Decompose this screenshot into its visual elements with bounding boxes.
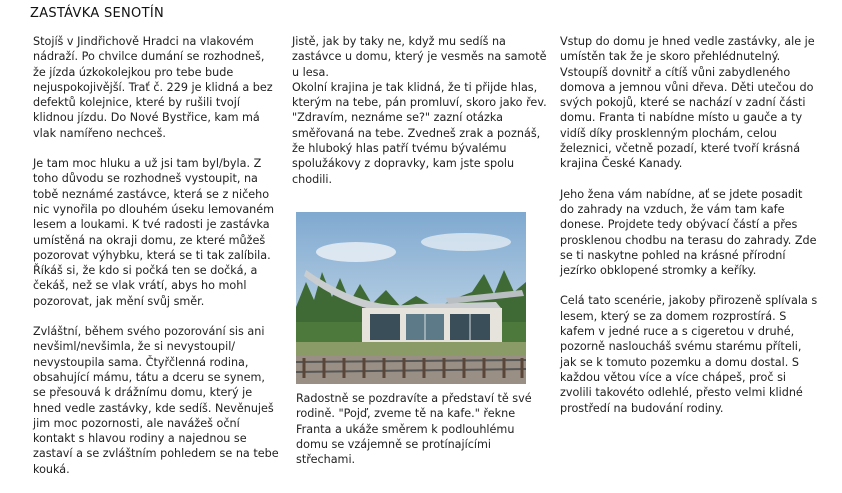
paragraph: Vstup do domu je hned vedle zastávky, ale je umístěn tak že je skoro přehlédnutelný. Vstoupíš dovnitř a cítíš vůni zabydleného domova a jemnou vůni dřeva. Děti utečou do svých pokojů, které se nachází v zadní části domu. Franta ti nabídne místo u gauče a ty vidíš díky prosklenným plochám, celou železnici, včetně pozadí, které tvoří krásná krajina České Kanady. xyxy=(560,35,815,171)
text-column-1 xyxy=(33,34,279,492)
paragraph: Jeho žena vám nabídne, ať se jdete posadit do zahrady na vzduch, že vám tam kafe donese. Projdete tedy obývací částí a přes prosklenou chodbu na terasu do zahrady. Zde se ti naskytne pohled na krásné přírodní jezírko obklopené stromky a keříky. xyxy=(560,187,817,278)
paragraph: Stojíš v Jindřichově Hradci na vlakovém nádraží. Po chvilce dumání se rozhodneš, že jízda úzkokolejkou pro tebe bude nejuspokojivější. Trať č. 229 je klidná a bez defektů kolejnice, které by rušili tvojí klidnou jízdu. Do Nové Bystřice, kam má vlak namířeno nechceš. xyxy=(33,35,273,140)
text-column-3 xyxy=(560,34,818,431)
paragraph: Celá tato scenérie, jakoby přirozeně splívala s lesem, který se za domem rozprostírá. S kafem v jedné ruce a s cigeretou v druhé, pozorně nasloucháš svému starému příteli, jak se k tomuto pozemku a domu dostal. S každou větou více a více chápeš, proč si zvolili takovéto odlehlé, přesto velmi klidné prostředí na budování rodiny. xyxy=(560,294,818,415)
paragraph: Radostně se pozdravíte a představí tě své rodině. "Pojď, zveme tě na kafe." řekne Franta a ukáže směrem k podlouhlému domu se vzájemně se protínajícími střechami. xyxy=(296,392,532,467)
paragraph: Okolní krajina je tak klidná, že ti přijde hlas, kterým na tebe, pán promluví, skoro jako řev. "Zdravím, neznáme se?" zazní otázka směřovaná na tebe. Zvedneš zrak a poznáš, že hluboký hlas patří tvému bývalému spolužákovy z dopravky, kam jste spolu chodili. xyxy=(292,80,547,186)
house-illustration xyxy=(296,212,526,384)
article-title: ZASTÁVKA SENOTÍN xyxy=(30,6,164,21)
paragraph: Jistě, jak by taky ne, když mu sedíš na zastávce u domu, který je vesměs na samotě u lesa. xyxy=(292,35,547,79)
paragraph: Je tam moc hluku a už jsi tam byl/byla. Z toho důvodu se rozhodneš vystoupit, na tobě neznámé zastávce, která se z ničeho nic vynořila po dlouhém úseku lemovaném lesem a loukami. K tvé radosti je zastávka umístěná na okraji domu, ze které můžeš pozorovat výhybku, která se ti tak zalíbila. Říkáš si, že kdo si počká ten se dočká, a čekáš, než se vlak vrátí, abys ho mohl pozorovat, jak mění svůj směr. xyxy=(33,157,275,308)
house-render-image xyxy=(296,212,526,384)
paragraph: Zvláštní, během svého pozorování sis ani nevšiml/nevšimla, že si nevystoupil/ nevystoupila sama. Čtyřčlenná rodina, obsahující mámu, tátu a dceru se synem, se přesouvá k drážnímu domu, který je hned vedle zastávky, kde sedíš. Nevěnuješ jim moc pozornosti, ale navážeš oční kontakt s hlavou rodiny a najednou se zastaví a se zvláštním pohledem se na tebe kouká. xyxy=(33,325,279,476)
text-column-2 xyxy=(292,34,547,202)
image-caption xyxy=(296,391,536,467)
